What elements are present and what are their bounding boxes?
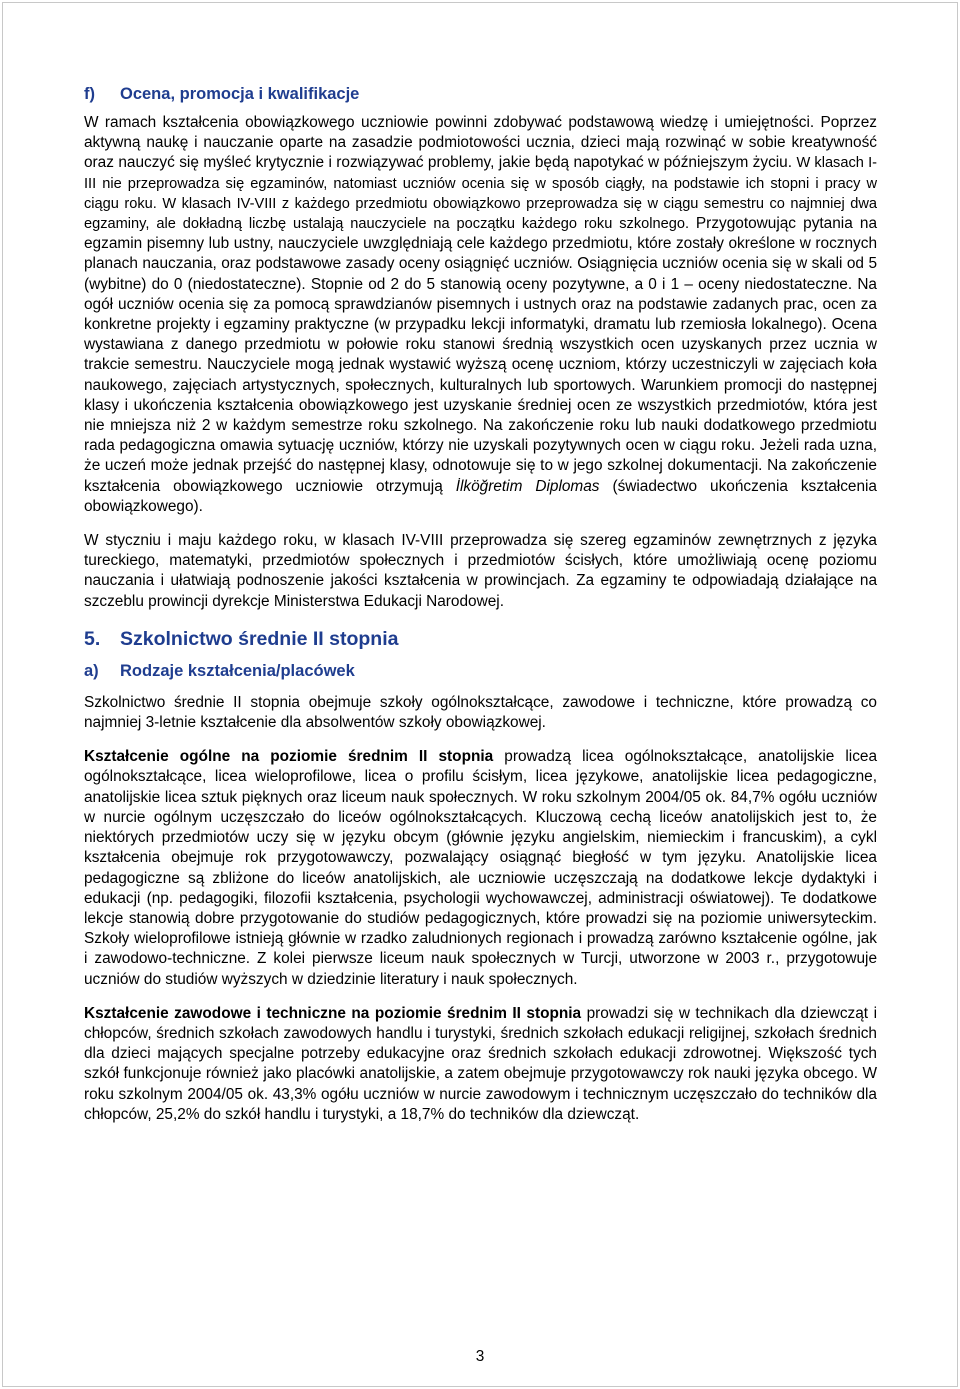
- paragraph-text: prowadzi się w technikach dla dziewcząt i chłopców, średnich szkołach zawodowych handlu i turystyki, średnich szkołach edukacji religijnej, szkołach średnich dla dzieci mających specjalne potrzeby edukacyjne oraz średnich szkołach edukacji zdrowotnej. Większość tych szkół funkcjonuje również jako placówki anatolijskie, a zatem obejmuje przygotowawczy rok nauki języka obcego. W roku szkolnym 2004/05 ok. 43,3% ogółu uczniów w nurcie zawodowym i technicznym uczęszczało do techników dla chłopców, 25,2% do szkół handlu i turystyki, a 18,7% do techników dla dziewcząt.: [84, 1004, 877, 1123]
- paragraph-general-education: [84, 747, 877, 989]
- section-number: f): [84, 85, 95, 103]
- paragraph-vocational-education: [84, 1004, 877, 1125]
- paragraph-text: W klasach I-III nie przeprowadza się egzaminów, natomiast uczniów ocenia się w sposób ciągły, na podstawie ich stopni i pracy w ciągu roku. W klasach IV-VIII z każdego przedmiotu obowiązkowo przeprowadza się w ciągu semestru co najmniej dwa egzaminy, ale dokładną liczbę ustalają nauczyciele na początku każdego roku szkolnego.: [84, 155, 877, 233]
- section-title: Szkolnictwo średnie II stopnia: [120, 627, 399, 650]
- section-heading-5: [84, 625, 877, 653]
- paragraph-text: prowadzą licea ogólnokształcące, anatolijskie licea ogólnokształcące, licea wieloprofilowe, licea o profilu ścisłym, licea językowe, anatolijskie licea pedagogiczne, anatolijskie licea sztuk pięknych oraz liceum nauk społecznych. W roku szkolnym 2004/05 ok. 84,7% ogółu uczniów w nurcie ogólnym uczęszczało do liceów ogólnokształcących. Kluczową cechą liceów anatolijskich jest to, że niektórych przedmiotów uczy się w języku obcym (głównie języku angielskim, niemieckim i francuskim), a cykl kształcenia obejmuje rok przygotowawczy, pozwalający osiągnąć biegłość w tym języku. Anatolijskie licea pedagogiczne są zbliżone do liceów anatolijskich, ale uczniowie uczęszczają na dodatkowe lekcje dydaktyki i edukacji (np. pedagogiki, filozofii kształcenia, psychologii wychowawczej, administracji oświatowej). Te dodatkowe lekcje stanowią dobre przygotowanie do studiów pedagogicznych, które prowadzi się na poziomie uniwersyteckim. Szkoły wieloprofilowe istnieją głównie w rzadko zaludnionych regionach i prowadzą zarówno kształcenie ogólne, jak i zawodowo-techniczne. Z kolei pierwsze liceum nauk społecznych w Turcji, utworzone w 2003 r., przygotowuje uczniów do studiów wyższych w dziedzinie literatury i nauk społecznych.: [84, 748, 878, 988]
- paragraph-assessment: [84, 113, 877, 517]
- paragraph-secondary-overview: Szkolnictwo średnie II stopnia obejmuje szkoły ogólnokształcące, zawodowe i techniczne, które prowadzą co najmniej 3-letnie kształcenie dla absolwentów szkoły obowiązkowej.: [84, 693, 877, 732]
- bold-lead: Kształcenie ogólne na poziomie średnim II stopnia: [84, 748, 494, 766]
- paragraph-text: W ramach kształcenia obowiązkowego uczniowie powinni zdobywać podstawową wiedzę i umiejętności. Poprzez aktywną naukę i nauczanie oparte na zasadzie podmiotowości ucznia, dzieci mają rozwinąć w sobie kreatywność oraz nauczyć się myśleć krytycznie i rozwiązywać problemy, jakie będą napotykać w późniejszym życiu.: [84, 114, 877, 172]
- section-number: a): [84, 661, 99, 680]
- section-title: Rodzaje kształcenia/placówek: [120, 661, 355, 680]
- page-number: 3: [475, 1348, 485, 1365]
- section-heading-f: [84, 82, 877, 106]
- paragraph-text: (świadectwo ukończenia kształcenia obowiązkowego).: [84, 477, 877, 515]
- paragraph-text: Przygotowując pytania na egzamin pisemny lub ustny, nauczyciele uwzględniają cele każdego przedmiotu, które zostały określone w rocznych planach nauczania, oraz podstawowe zasady oceny osiągnięć uczniów. Osiągnięcia uczniów ocenia się w skali od 5 (wybitne) do 0 (niedostateczne). Stopnie od 2 do 5 stanowią oceny pozytywne, a 0 i 1 – oceny niedostateczne. Na ogół uczniów ocenia się za pomocą sprawdzianów pisemnych i ustnych oraz na podstawie zadanych prac, ocen za konkretne projekty i egzaminy praktyczne (w przypadku lekcji informatyki, dramatu lub rzemiosła lokalnego). Ocena wystawiana z danego przedmiotu w połowie roku stanowi średnią wszystkich ocen uzyskanych przez ucznia w trakcie semestru. Nauczyciele mogą jednak wystawić wyższą ocenę uczniom, którzy uczestniczyli w zajęciach koła naukowego, zajęciach artystycznych, społecznych, kulturalnych lub sportowych. Warunkiem promocji do następnej klasy i ukończenia kształcenia obowiązkowego jest uzyskanie średniej ocen ze wszystkich przedmiotów, która jest nie mniejsza niż 2 w każdym semestrze roku szkolnego. Na zakończenie roku lub nauki dodatkowego przedmiotu rada pedagogiczna omawia sytuację uczniów, którzy nie uzyskali pozytywnych ocen w ciągu roku. Jeżeli rada uzna, że uczeń może jednak przejść do następnej klasy, odnotowuje się to w jego szkolnej dokumentacji. Na zakończenie kształcenia obowiązkowego uczniowie otrzymują: [84, 215, 878, 495]
- section-number: 5.: [84, 627, 101, 650]
- section-heading-a: [84, 659, 877, 683]
- paragraph-external-exams: W styczniu i maju każdego roku, w klasach IV-VIII przeprowadza się szereg egzaminów zewnętrznych z języka tureckiego, matematyki, przedmiotów społecznych i przedmiotów ścisłych, które umożliwiają ocenę poziomu nauczania i ułatwiają podnoszenie jakości kształcenia w prowincjach. Za egzaminy te odpowiadają działające na szczeblu prowincji dyrekcje Ministerstwa Edukacji Narodowej.: [84, 532, 877, 610]
- italic-term: İlköğretim Diplomas: [455, 477, 600, 495]
- section-title: Ocena, promocja i kwalifikacje: [120, 85, 360, 103]
- page-content: [84, 80, 877, 1125]
- bold-lead: Kształcenie zawodowe i techniczne na poziomie średnim II stopnia: [84, 1004, 582, 1022]
